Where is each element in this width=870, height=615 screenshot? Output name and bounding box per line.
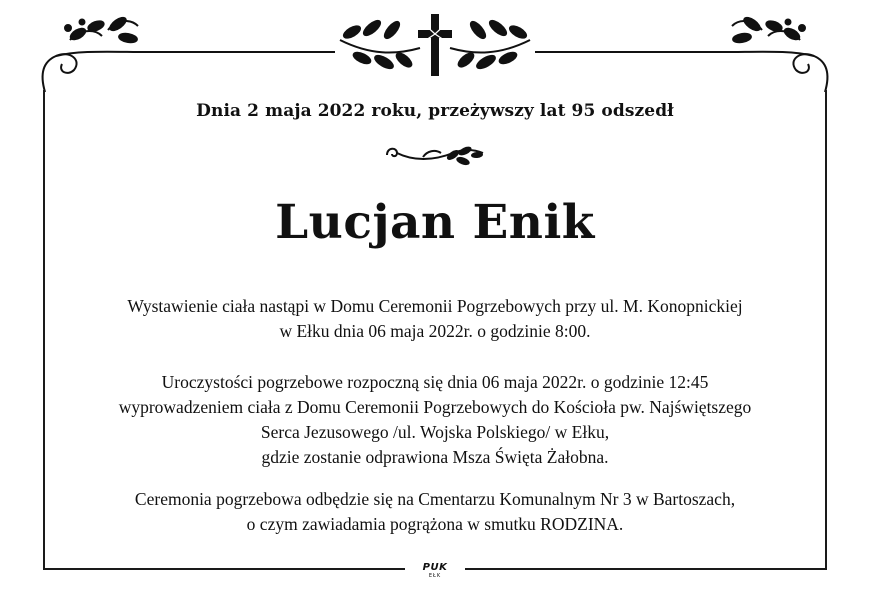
top-ornament	[0, 0, 870, 95]
paragraph-line: Serca Jezusowego /ul. Wojska Polskiego/ w Ełku,	[260, 422, 610, 442]
deceased-name: Lucjan Enik	[275, 195, 595, 250]
floral-scroll-right-icon	[722, 16, 827, 92]
puk-logo	[412, 562, 458, 584]
paragraph-viewing	[40, 294, 830, 344]
paragraph-line: gdzie zostanie odprawiona Msza Święta Żałobna.	[261, 447, 609, 467]
floral-scroll-left-icon	[43, 16, 148, 92]
paragraph-ceremony	[40, 370, 830, 470]
paragraph-line: Wystawienie ciała nastąpi w Domu Ceremonii Pogrzebowych przy ul. M. Konopnickiej	[127, 296, 743, 316]
logo-sub-text: EŁK	[428, 573, 442, 579]
paragraph-line: o czym zawiadamia pogrążona w smutku RODZINA.	[246, 514, 624, 534]
paragraph-line: Ceremonia pogrzebowa odbędzie się na Cmentarzu Komunalnym Nr 3 w Bartoszach,	[134, 489, 736, 509]
intro-line: Dnia 2 maja 2022 roku, przeżywszy lat 95 odszedł	[196, 101, 674, 121]
olive-branch-left-icon	[340, 19, 420, 71]
cross-icon	[418, 14, 452, 76]
paragraph-line: Uroczystości pogrzebowe rozpoczną się dnia 06 maja 2022r. o godzinie 12:45	[161, 372, 709, 392]
paragraph-burial	[40, 487, 830, 537]
leaf-swirl-icon	[383, 143, 487, 167]
olive-branch-right-icon	[450, 19, 530, 71]
logo-main-text: PUK	[422, 562, 448, 573]
paragraph-line: wyprowadzeniem ciała z Domu Ceremonii Pogrzebowych do Kościoła pw. Najświętszego	[118, 397, 752, 417]
paragraph-line: w Ełku dnia 06 maja 2022r. o godzinie 8:00.	[279, 321, 591, 341]
